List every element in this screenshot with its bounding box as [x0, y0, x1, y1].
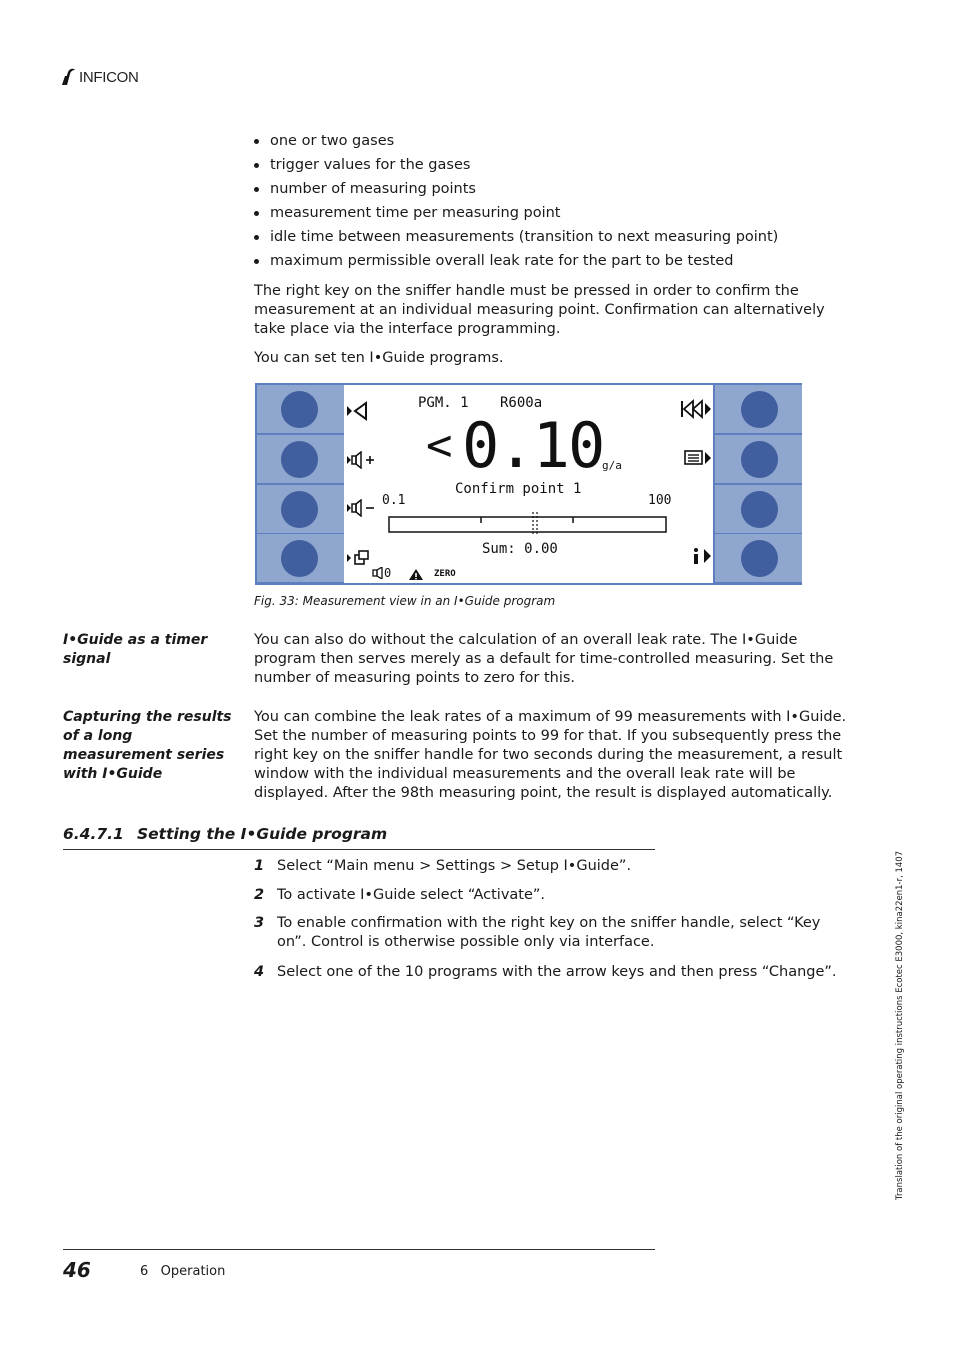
- bullet-icon: [254, 259, 259, 264]
- figure-caption: Fig. 33: Measurement view in an I•Guide program: [254, 594, 556, 608]
- paragraph-programs: You can set ten I•Guide programs.: [254, 350, 504, 366]
- confirm-point-text: Confirm point 1: [455, 481, 582, 497]
- back-arrow-icon: [346, 401, 370, 421]
- display-button[interactable]: [715, 385, 802, 433]
- info-icon: [692, 547, 712, 565]
- gas-label: R600a: [500, 395, 543, 411]
- section-title: Setting the I•Guide program: [137, 825, 388, 843]
- button-knob: [741, 391, 778, 428]
- side-heading-capture: Capturing the results of a long measurement series with I•Guide: [63, 709, 232, 782]
- page-number: 46: [63, 1258, 91, 1282]
- list-item: idle time between measurements (transition to next measuring point): [254, 228, 854, 252]
- left-button-column: [257, 383, 344, 585]
- parameter-list: [254, 132, 854, 276]
- leak-rate-value: 0.10: [462, 409, 604, 482]
- display-button[interactable]: [715, 485, 802, 533]
- list-item: maximum permissible overall leak rate for the part to be tested: [254, 252, 854, 276]
- right-button-column: [715, 383, 802, 585]
- list-item: one or two gases: [254, 132, 854, 156]
- display-button[interactable]: [257, 485, 344, 533]
- inficon-logo-icon: [62, 68, 76, 86]
- button-knob: [281, 540, 318, 577]
- paragraph-confirm: The right key on the sniffer handle must be pressed in order to confirm the measurement at an individual measuring point. Confirmation can alternatively take place via the interface programming.: [254, 283, 825, 337]
- leak-rate-bar-scale: [388, 511, 670, 537]
- measurement-display-figure: [255, 383, 802, 585]
- footer-divider: [63, 1249, 655, 1250]
- zero-indicator: ZERO: [434, 569, 456, 579]
- volume-level: 0: [384, 566, 392, 580]
- volume-down-icon: [346, 499, 376, 517]
- list-item: number of measuring points: [254, 180, 854, 204]
- button-knob: [281, 391, 318, 428]
- rewind-icon: [680, 399, 712, 419]
- scale-min-label: 0.1: [382, 493, 406, 508]
- logo-text: INFICON: [79, 68, 139, 86]
- button-knob: [741, 441, 778, 478]
- warning-icon: [408, 568, 424, 581]
- section-heading: [63, 825, 655, 850]
- display-button[interactable]: [715, 435, 802, 483]
- list-menu-icon: [684, 449, 712, 467]
- bullet-icon: [254, 163, 259, 168]
- program-label: PGM. 1: [418, 395, 469, 411]
- button-knob: [741, 540, 778, 577]
- inficon-logo: [62, 68, 139, 86]
- sum-value: Sum: 0.00: [482, 541, 558, 557]
- document-reference-note: Translation of the original operating instructions Ecotec E3000, kina22en1-r, 1407: [895, 850, 905, 1200]
- list-item: trigger values for the gases: [254, 156, 854, 180]
- bullet-icon: [254, 235, 259, 240]
- paragraph-capture: You can combine the leak rates of a maximum of 99 measurements with I•Guide. Set the number of measuring points to 99 for that. If you subsequently press the right key on the sniffer handle for two seconds during the measurement, a result window with the individual measurements and the overall leak rate will be displayed. After the 98th measuring point, the result is displayed automatically.: [254, 709, 847, 801]
- scale-max-label: 100: [648, 493, 672, 508]
- bullet-icon: [254, 139, 259, 144]
- display-button[interactable]: [257, 385, 344, 433]
- display-button[interactable]: [257, 534, 344, 582]
- volume-up-icon: [346, 451, 376, 469]
- less-than-sign: <: [426, 420, 453, 471]
- button-knob: [741, 491, 778, 528]
- chapter-label: 6 Operation: [140, 1264, 226, 1279]
- button-knob: [281, 491, 318, 528]
- leak-rate-unit: g/a: [602, 459, 622, 472]
- paragraph-timer: You can also do without the calculation of an overall leak rate. The I•Guide program then serves merely as a default for time-controlled measuring. Set the number of measuring points to zero for this.: [254, 632, 834, 686]
- window-toggle-icon: [346, 549, 372, 567]
- side-heading-timer: I•Guide as a timer signal: [63, 632, 208, 667]
- section-number: 6.4.7.1: [63, 825, 124, 843]
- bullet-icon: [254, 211, 259, 216]
- button-knob: [281, 441, 318, 478]
- display-button[interactable]: [715, 534, 802, 582]
- list-item: measurement time per measuring point: [254, 204, 854, 228]
- display-button[interactable]: [257, 435, 344, 483]
- lcd-screen: [344, 385, 713, 583]
- bullet-icon: [254, 187, 259, 192]
